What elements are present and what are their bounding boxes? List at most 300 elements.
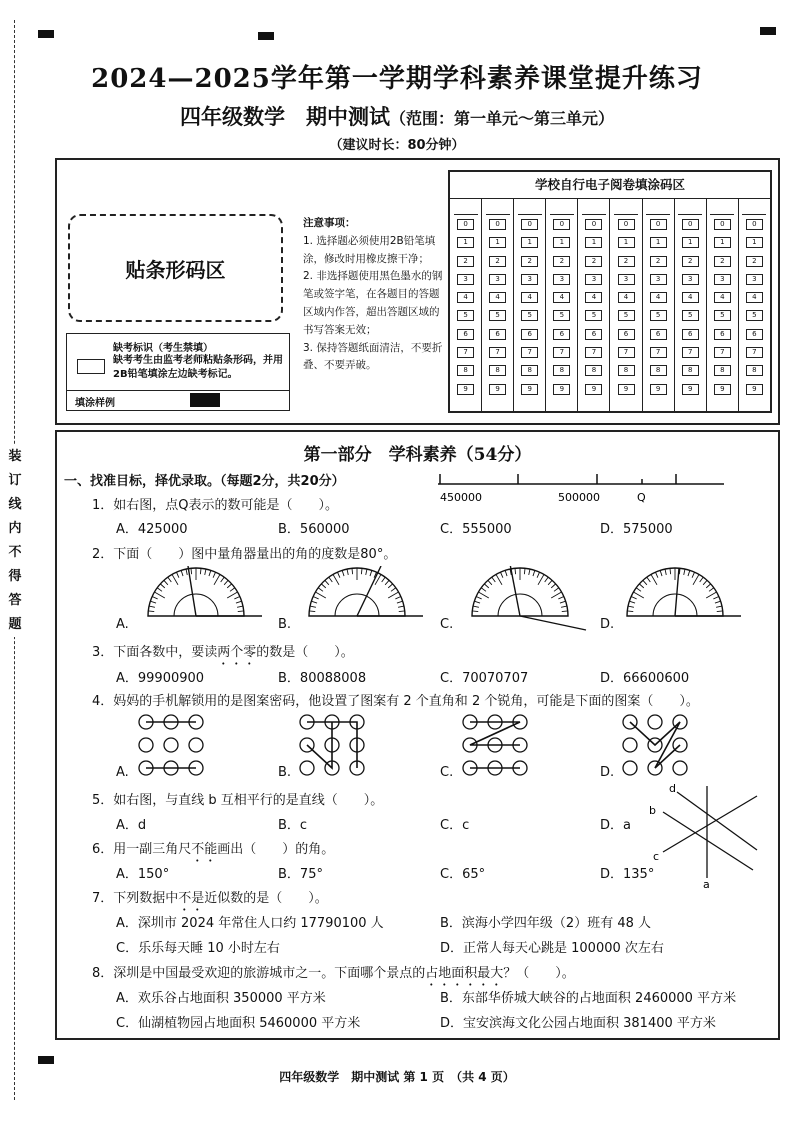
q6-stem <box>92 838 334 865</box>
q4-option-c: C. <box>440 765 454 780</box>
omr-bubble[interactable]: 3 <box>682 274 699 285</box>
omr-bubble[interactable]: 5 <box>489 310 506 321</box>
q3-option-c: C．70070707 <box>440 671 529 686</box>
fill-example-label: 填涂样例 <box>75 398 115 409</box>
page-title: 2024—2025学年第一学期学科素养课堂提升练习 <box>91 64 703 94</box>
protractor-tick <box>213 572 215 577</box>
protractor-tick <box>643 580 647 584</box>
protractor-tick <box>391 588 396 592</box>
protractor-tick <box>631 596 636 598</box>
number-line-label: Q <box>637 491 646 504</box>
q8-option-c: C．仙湖植物园占地面积 5460000 平方米 <box>116 1016 361 1031</box>
protractor-inner-arc <box>335 594 379 616</box>
angle-ray <box>675 568 679 616</box>
omr-bubble[interactable]: 6 <box>585 329 602 340</box>
omr-column-header <box>710 203 734 215</box>
q6-option-d: D．135° <box>600 867 655 882</box>
omr-bubble[interactable]: 2 <box>521 256 538 267</box>
protractor-tick <box>554 588 559 592</box>
omr-bubble[interactable]: 7 <box>618 347 635 358</box>
protractor-tick <box>515 568 516 574</box>
omr-bubble[interactable]: 5 <box>714 310 731 321</box>
protractor-tick <box>388 584 392 588</box>
protractor-tick <box>224 580 228 584</box>
absent-title: 缺考标识（考生禁填） <box>113 343 213 354</box>
omr-bubble[interactable]: 0 <box>553 219 570 230</box>
omr-bubble[interactable]: 2 <box>746 256 763 267</box>
protractor-tick <box>473 606 479 607</box>
protractor-tick <box>329 577 333 582</box>
omr-bubble[interactable]: 9 <box>618 384 635 395</box>
q8-option-d: D．宝安滨海文化公园占地面积 381400 平方米 <box>440 1016 716 1031</box>
page-subtitle <box>0 101 794 131</box>
protractor-tick <box>313 596 318 598</box>
omr-column <box>450 199 482 412</box>
omr-bubble[interactable]: 4 <box>714 292 731 303</box>
pattern-lock-figure <box>620 712 700 778</box>
line-b <box>663 812 753 870</box>
omr-bubble[interactable]: 6 <box>618 329 635 340</box>
pattern-dot <box>139 738 153 752</box>
omr-bubble[interactable]: 0 <box>585 219 602 230</box>
protractor-tick <box>236 601 242 603</box>
protractor-figure <box>615 566 745 632</box>
omr-bubble[interactable]: 0 <box>521 219 538 230</box>
omr-bubble[interactable]: 7 <box>457 347 474 358</box>
omr-bubble[interactable]: 9 <box>553 384 570 395</box>
omr-bubble[interactable]: 1 <box>585 237 602 248</box>
protractor-tick <box>561 606 567 607</box>
pattern-dot <box>648 715 662 729</box>
omr-bubble[interactable]: 9 <box>489 384 506 395</box>
angle-ray <box>188 566 196 616</box>
omr-bubble[interactable]: 1 <box>553 237 570 248</box>
omr-bubble[interactable]: 1 <box>746 237 763 248</box>
omr-bubble[interactable]: 8 <box>457 365 474 376</box>
omr-bubble[interactable]: 7 <box>585 347 602 358</box>
pattern-dot <box>623 738 637 752</box>
omr-bubble[interactable]: 0 <box>746 219 763 230</box>
omr-bubble[interactable]: 4 <box>489 292 506 303</box>
omr-bubble[interactable]: 7 <box>714 347 731 358</box>
protractor-tick <box>186 569 187 575</box>
q5-option-b: B．c <box>278 818 308 833</box>
omr-bubble[interactable]: 8 <box>714 365 731 376</box>
protractor-tick <box>205 569 206 575</box>
omr-bubble[interactable]: 1 <box>618 237 635 248</box>
registration-mark <box>38 1056 54 1064</box>
registration-mark <box>258 32 274 40</box>
omr-bubble[interactable]: 7 <box>489 347 506 358</box>
omr-bubble[interactable]: 6 <box>489 329 506 340</box>
omr-column-header <box>518 203 542 215</box>
protractor-tick <box>500 572 502 577</box>
pattern-dot <box>623 761 637 775</box>
protractor-tick <box>209 570 211 576</box>
intersecting-lines-figure <box>645 780 770 890</box>
q8-stem-emphasis: 占地面积最大 <box>425 966 504 981</box>
protractor-tick <box>703 580 707 584</box>
q1-stem: 1．如右图，点Q表示的数可能是（ ）。 <box>92 498 339 513</box>
protractor-tick <box>715 601 721 603</box>
q2-option-c: C. <box>440 617 454 632</box>
omr-bubble[interactable]: 1 <box>457 237 474 248</box>
omr-bubble[interactable]: 5 <box>746 310 763 321</box>
omr-bubble[interactable]: 4 <box>682 292 699 303</box>
protractor-tick <box>234 596 239 598</box>
protractor-tick <box>157 588 162 592</box>
omr-bubble[interactable]: 2 <box>553 256 570 267</box>
omr-bubble[interactable]: 5 <box>585 310 602 321</box>
protractor-tick <box>665 569 666 575</box>
protractor-tick <box>221 577 225 582</box>
q1-option-a: A．425000 <box>116 522 188 537</box>
fill-example-mark <box>190 393 220 407</box>
omr-bubble[interactable]: 7 <box>746 347 763 358</box>
omr-bubble[interactable]: 6 <box>682 329 699 340</box>
omr-bubble[interactable]: 8 <box>489 365 506 376</box>
protractor-tick <box>488 580 492 584</box>
protractor-tick <box>713 596 718 598</box>
omr-column <box>739 199 770 412</box>
protractor-tick <box>230 588 235 592</box>
protractor-figure <box>460 566 590 632</box>
omr-bubble[interactable]: 4 <box>650 292 667 303</box>
omr-bubble[interactable]: 3 <box>457 274 474 285</box>
part1-title: 第一部分 学科素养（54分） <box>303 445 532 465</box>
protractor-tick <box>227 584 231 588</box>
angle-ray <box>520 616 586 630</box>
protractor-tick <box>548 580 552 584</box>
q4-option-b: B. <box>278 765 292 780</box>
omr-bubble[interactable]: 8 <box>521 365 538 376</box>
q2-option-d: D. <box>600 617 615 632</box>
line-d <box>677 792 757 850</box>
protractor-tick <box>160 584 164 588</box>
line-label: c <box>653 850 660 863</box>
protractor-tick <box>200 568 201 574</box>
omr-bubble[interactable]: 2 <box>457 256 474 267</box>
omr-column-header <box>742 203 766 215</box>
protractor-tick <box>478 592 488 598</box>
protractor-tick <box>172 574 178 584</box>
omr-bubble[interactable]: 7 <box>650 347 667 358</box>
protractor-tick <box>148 611 154 612</box>
protractor-tick <box>474 601 480 603</box>
omr-bubble[interactable]: 5 <box>618 310 635 321</box>
protractor-tick <box>551 592 561 598</box>
protractor-tick <box>628 606 634 607</box>
protractor-tick <box>692 572 694 577</box>
omr-bubble[interactable]: 2 <box>650 256 667 267</box>
protractor-tick <box>492 577 496 582</box>
omr-bubble[interactable]: 7 <box>521 347 538 358</box>
q3-option-b: B．80088008 <box>278 671 367 686</box>
line-label: b <box>649 804 656 817</box>
protractor-tick <box>647 577 651 582</box>
omr-bubble[interactable]: 4 <box>618 292 635 303</box>
q5-option-d: D．a <box>600 818 631 833</box>
omr-column-header <box>486 203 510 215</box>
omr-bubble[interactable]: 6 <box>746 329 763 340</box>
omr-bubble[interactable]: 4 <box>746 292 763 303</box>
section1-title: 一、找准目标，择优录取。（每题2分，共20分） <box>64 474 345 489</box>
protractor-tick <box>717 611 723 612</box>
omr-bubble[interactable]: 5 <box>650 310 667 321</box>
q3-stem-post: 的数是（ ）。 <box>256 645 354 660</box>
q5-option-c: C．c <box>440 818 470 833</box>
q6-stem-pre: 6．用一副三角尺 <box>92 842 192 857</box>
omr-bubble[interactable]: 8 <box>618 365 635 376</box>
protractor-tick <box>315 592 325 598</box>
omr-bubble[interactable]: 0 <box>618 219 635 230</box>
q8-stem-pre: 8．深圳是中国最受欢迎的旅游城市之一。下面哪个景点的 <box>92 966 426 981</box>
pattern-dot <box>164 738 178 752</box>
omr-bubble[interactable]: 2 <box>714 256 731 267</box>
omr-column <box>675 199 707 412</box>
omr-bubble[interactable]: 6 <box>650 329 667 340</box>
protractor-tick <box>311 601 317 603</box>
page-footer: 四年级数学 期中测试 第 1 页 （共 4 页） <box>279 1070 515 1084</box>
omr-bubble[interactable]: 4 <box>457 292 474 303</box>
q6-option-b: B．75° <box>278 867 323 882</box>
protractor-tick <box>150 601 156 603</box>
omr-bubble[interactable]: 9 <box>746 384 763 395</box>
protractor-tick <box>154 592 164 598</box>
protractor-tick <box>176 572 178 577</box>
q5-option-a: A．d <box>116 818 147 833</box>
protractor-figure <box>297 566 427 632</box>
line-label: a <box>703 878 710 890</box>
omr-bubble[interactable]: 8 <box>650 365 667 376</box>
q5-stem: 5．如右图，与直线 b 互相平行的是直线（ ）。 <box>92 793 384 808</box>
omr-grid <box>450 199 770 412</box>
q7-stem-pre: 7．下列数据中 <box>92 891 179 906</box>
protractor-tick <box>397 601 403 603</box>
omr-bubble[interactable]: 9 <box>714 384 731 395</box>
q7-stem <box>92 887 328 914</box>
omr-column <box>546 199 578 412</box>
number-line <box>436 470 726 510</box>
omr-bubble[interactable]: 0 <box>714 219 731 230</box>
omr-bubble[interactable]: 3 <box>489 274 506 285</box>
omr-bubble[interactable]: 4 <box>553 292 570 303</box>
q4-stem: 4．妈妈的手机解锁用的是图案密码，他设置了图案有 2 个直角和 2 个锐角，可能是下面的图案（ ）。 <box>92 694 699 709</box>
q2-stem: 2．下面（ ）图中量角器量出的角的度数是80°。 <box>92 547 397 562</box>
q6-option-c: C．65° <box>440 867 486 882</box>
omr-bubble[interactable]: 5 <box>457 310 474 321</box>
protractor-tick <box>333 574 339 584</box>
protractor-tick <box>700 577 704 582</box>
omr-bubble[interactable]: 5 <box>521 310 538 321</box>
omr-bubble[interactable]: 0 <box>457 219 474 230</box>
q6-option-a: A．150° <box>116 867 170 882</box>
protractor-tick <box>164 580 168 584</box>
protractor-tick <box>537 572 539 577</box>
absent-mark-box <box>66 333 290 391</box>
omr-bubble[interactable]: 8 <box>682 365 699 376</box>
protractor-tick <box>382 577 386 582</box>
omr-bubble[interactable]: 3 <box>650 274 667 285</box>
protractor-tick <box>385 580 389 584</box>
omr-bubble[interactable]: 4 <box>585 292 602 303</box>
protractor-tick <box>660 570 662 576</box>
q7-stem-emphasis: 不是 <box>178 891 205 906</box>
omr-bubble[interactable]: 0 <box>650 219 667 230</box>
protractor-tick <box>325 580 329 584</box>
q7-option-a: A．深圳市 2024 年常住人口约 17790100 人 <box>116 916 384 931</box>
q4-option-d: D. <box>600 765 615 780</box>
protractor-tick <box>670 568 671 574</box>
protractor-tick <box>149 606 155 607</box>
protractor-tick <box>629 601 635 603</box>
omr-bubble[interactable]: 3 <box>553 274 570 285</box>
protractor-tick <box>352 568 353 574</box>
omr-bubble[interactable]: 6 <box>553 329 570 340</box>
protractor-tick <box>152 596 157 598</box>
q1-option-d: D．575000 <box>600 522 673 537</box>
protractor-tick <box>168 577 172 582</box>
protractor-tick <box>388 592 398 598</box>
registration-mark <box>38 30 54 38</box>
omr-bubble[interactable]: 4 <box>521 292 538 303</box>
protractor-tick <box>227 592 237 598</box>
omr-bubble[interactable]: 9 <box>650 384 667 395</box>
omr-bubble[interactable]: 5 <box>682 310 699 321</box>
protractor-tick <box>533 570 535 576</box>
omr-bubble[interactable]: 0 <box>489 219 506 230</box>
protractor-tick <box>545 577 549 582</box>
omr-column <box>707 199 739 412</box>
pattern-dot <box>673 761 687 775</box>
omr-bubble[interactable]: 7 <box>682 347 699 358</box>
omr-bubble[interactable]: 3 <box>618 274 635 285</box>
pattern-dot <box>189 738 203 752</box>
q6-stem-emphasis: 不能 <box>191 842 218 857</box>
note-item: 2. 非选择题使用黑色墨水的钢笔或签字笔，在各题目的答题区域内作答，超出答题区域的书写答案无效； <box>303 270 443 336</box>
protractor-tick <box>337 572 339 577</box>
protractor-tick <box>481 588 486 592</box>
omr-bubble[interactable]: 9 <box>457 384 474 395</box>
notes-title: 注意事项： <box>303 217 356 229</box>
q3-stem <box>92 641 354 668</box>
protractor-tick <box>693 574 699 584</box>
omr-bubble[interactable]: 8 <box>746 365 763 376</box>
protractor-tick <box>370 570 372 576</box>
protractor-tick <box>651 574 657 584</box>
protractor-tick <box>558 596 563 598</box>
protractor-tick <box>633 592 643 598</box>
q7-option-d: D．正常人每天心跳是 100000 次左右 <box>440 941 664 956</box>
omr-bubble[interactable]: 8 <box>585 365 602 376</box>
protractor-tick <box>191 568 192 574</box>
protractor-tick <box>639 584 643 588</box>
protractor-tick <box>538 574 544 584</box>
omr-bubble[interactable]: 1 <box>521 237 538 248</box>
protractor-tick <box>366 569 367 575</box>
binding-text: 装订线内不得答题 <box>8 445 22 637</box>
omr-column-header <box>678 203 702 215</box>
absent-checkbox[interactable] <box>77 359 105 374</box>
number-line-label: 450000 <box>440 491 482 504</box>
omr-bubble[interactable]: 6 <box>714 329 731 340</box>
q7-stem-post: 近似数的是（ ）。 <box>204 891 328 906</box>
protractor-tick <box>655 572 657 577</box>
protractor-tick <box>636 588 641 592</box>
pattern-lock-figure <box>460 712 540 778</box>
barcode-area: 贴条形码区 <box>68 214 283 322</box>
omr-bubble[interactable]: 3 <box>746 274 763 285</box>
q8-option-b: B．东部华侨城大峡谷的占地面积 2460000 平方米 <box>440 991 737 1006</box>
pattern-lock-figure <box>136 712 216 778</box>
omr-bubble[interactable]: 3 <box>585 274 602 285</box>
q1-option-b: B．560000 <box>278 522 350 537</box>
protractor-tick <box>524 568 525 574</box>
protractor-tick <box>627 611 633 612</box>
omr-column <box>514 199 546 412</box>
omr-bubble[interactable]: 5 <box>553 310 570 321</box>
omr-bubble[interactable]: 0 <box>682 219 699 230</box>
omr-bubble[interactable]: 1 <box>489 237 506 248</box>
protractor-tick <box>399 611 405 612</box>
protractor-figure <box>136 566 266 632</box>
note-item: 1. 选择题必须使用2B铅笔填涂，修改时用橡皮擦干净； <box>303 234 436 265</box>
protractor-tick <box>318 588 323 592</box>
q6-stem-post: 画出（ ）的角。 <box>217 842 335 857</box>
protractor-tick <box>560 601 566 603</box>
omr-column <box>482 199 514 412</box>
omr-bubble[interactable]: 2 <box>489 256 506 267</box>
protractor-tick <box>684 569 685 575</box>
q1-option-c: C．555000 <box>440 522 512 537</box>
protractor-tick <box>562 611 568 612</box>
omr-bubble[interactable]: 6 <box>457 329 474 340</box>
protractor-tick <box>237 606 243 607</box>
omr-bubble[interactable]: 9 <box>682 384 699 395</box>
omr-bubble[interactable]: 3 <box>714 274 731 285</box>
omr-bubble[interactable]: 8 <box>553 365 570 376</box>
omr-column <box>610 199 642 412</box>
protractor-tick <box>551 584 555 588</box>
omr-bubble[interactable]: 1 <box>714 237 731 248</box>
q7-option-b: B．滨海小学四年级（2）班有 48 人 <box>440 916 651 931</box>
protractor-tick <box>238 611 244 612</box>
protractor-tick <box>706 592 716 598</box>
omr-bubble[interactable]: 7 <box>553 347 570 358</box>
protractor-tick <box>529 569 530 575</box>
q3-option-a: A．99900900 <box>116 671 205 686</box>
omr-bubble[interactable]: 1 <box>682 237 699 248</box>
q3-stem-pre: 3．下面各数中，要读 <box>92 645 218 660</box>
omr-bubble[interactable]: 2 <box>682 256 699 267</box>
omr-bubble[interactable]: 1 <box>650 237 667 248</box>
omr-bubble[interactable]: 2 <box>585 256 602 267</box>
protractor-tick <box>214 574 220 584</box>
omr-column-header <box>646 203 670 215</box>
q2-option-a: A. <box>116 617 129 632</box>
line-c <box>663 796 757 852</box>
omr-bubble[interactable]: 6 <box>521 329 538 340</box>
fill-example <box>66 391 290 411</box>
omr-bubble[interactable]: 9 <box>585 384 602 395</box>
absent-text: 缺考考生由监考老师粘贴条形码，并用2B铅笔填涂左边缺考标记。 <box>113 355 283 380</box>
protractor-tick <box>181 570 183 576</box>
omr-bubble[interactable]: 3 <box>521 274 538 285</box>
omr-column-header <box>550 203 574 215</box>
registration-mark <box>760 27 776 35</box>
omr-bubble[interactable]: 9 <box>521 384 538 395</box>
omr-bubble[interactable]: 2 <box>618 256 635 267</box>
